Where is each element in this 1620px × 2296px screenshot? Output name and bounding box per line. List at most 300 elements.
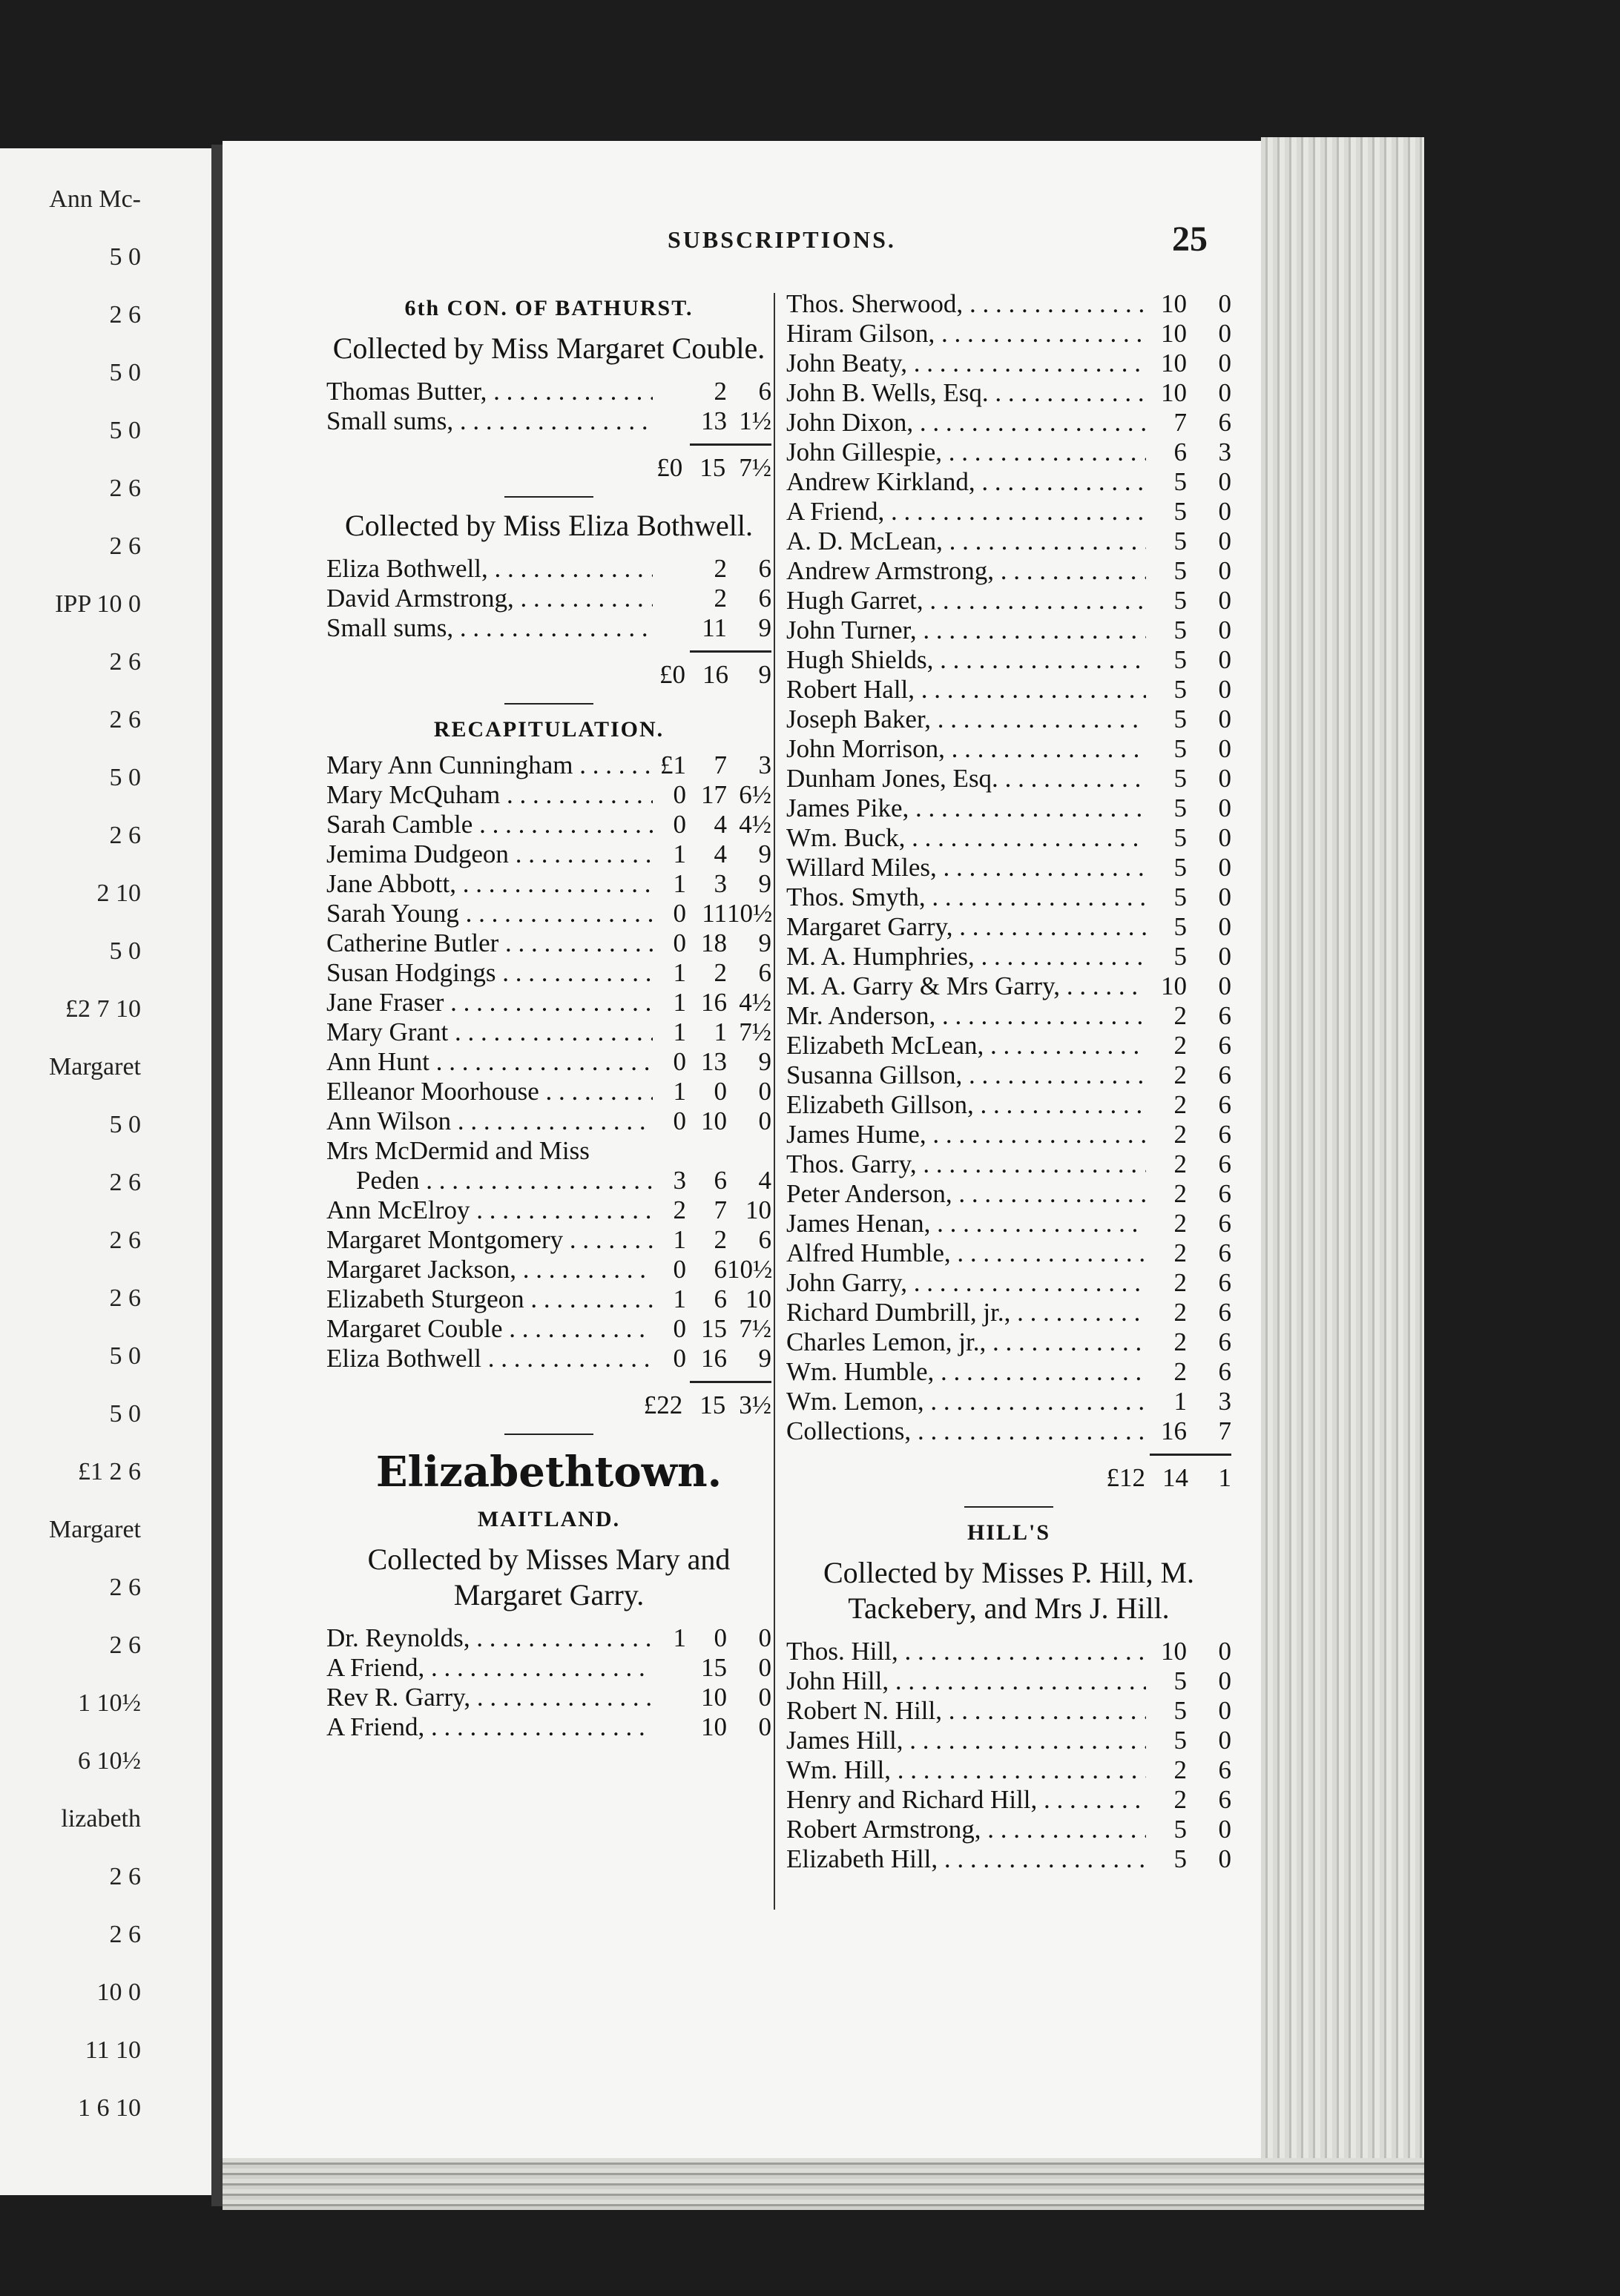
left-page-text: 2 6 — [109, 1863, 141, 1890]
amount-v3: 7½ — [739, 1017, 771, 1046]
amount-v2: 5 — [1173, 497, 1187, 526]
subscriber-name: Ann Wilson . . . — [326, 1106, 653, 1136]
left-page-text: 5 0 — [109, 1342, 141, 1370]
section-total: £12 14 1 — [1106, 1463, 1231, 1492]
list-item — [786, 853, 1231, 883]
amount-v2: 2 — [714, 377, 727, 406]
page-number: 25 — [1172, 220, 1208, 259]
list-item — [326, 1017, 771, 1047]
amount-v3: 0 — [1218, 1726, 1231, 1755]
left-page-text: 11 10 — [85, 2036, 141, 2064]
amount-v2: 5 — [1173, 556, 1187, 585]
amount-v2: 11 — [702, 613, 727, 642]
amount-v3: 6 — [758, 1225, 771, 1254]
section-rule — [504, 1434, 593, 1435]
subscriber-name: Eliza Bothwell, . . . — [326, 554, 653, 584]
amount-v3: 0 — [1218, 675, 1231, 704]
subscriber-name: Robert Hall, . . . — [786, 675, 1146, 705]
left-page-text: 5 0 — [109, 764, 141, 791]
list-item — [786, 645, 1231, 675]
amount-v3: 9 — [758, 1344, 771, 1373]
subscriber-name: Mary McQuham . . . — [326, 780, 653, 810]
amount-v3: 0 — [758, 1712, 771, 1741]
list-item — [326, 1284, 771, 1314]
list-item — [786, 1238, 1231, 1268]
recapitulation-list — [326, 751, 771, 1136]
amount-v3: 0 — [1218, 1666, 1231, 1695]
list-item — [326, 1653, 771, 1683]
subscriber-name: Wm. Hill, . . . — [786, 1755, 1146, 1785]
amount-v2: 5 — [1173, 1815, 1187, 1844]
amount-v2: 5 — [1173, 1726, 1187, 1755]
amount-v2: 10 — [1161, 378, 1187, 407]
amount-v2: 10 — [1161, 971, 1187, 1000]
list-item — [786, 556, 1231, 586]
list-item — [326, 1225, 771, 1255]
list-item — [326, 1623, 771, 1653]
subscriber-name: John Beaty, . . . — [786, 349, 1146, 378]
amount-v1: 0 — [673, 1047, 686, 1076]
amount-v3: 10 — [745, 1195, 771, 1224]
recapitulation-list — [326, 1195, 771, 1373]
subscriber-name: Sarah Camble . . . — [326, 810, 653, 839]
amount-v3: 4½ — [739, 810, 771, 839]
left-page-text: 2 6 — [109, 301, 141, 329]
list-item — [326, 406, 771, 436]
subscriber-name: James Hill, . . . — [786, 1726, 1146, 1755]
list-item — [786, 586, 1231, 616]
list-item — [326, 1106, 771, 1136]
amount-v2: 5 — [1173, 675, 1187, 704]
list-item — [326, 1255, 771, 1284]
amount-v2: 5 — [1173, 734, 1187, 763]
town-heading: Elizabethtown. — [375, 1448, 722, 1497]
amount-v2: 18 — [701, 928, 727, 957]
list-item — [786, 319, 1231, 349]
total-rule — [690, 1381, 771, 1383]
amount-v2: 5 — [1173, 912, 1187, 941]
subscriber-name: Hugh Shields, . . . — [786, 645, 1146, 675]
amount-v1: 0 — [673, 1106, 686, 1135]
list-item — [326, 958, 771, 988]
amount-v2: 6 — [714, 1284, 727, 1313]
amount-v3: 0 — [1218, 942, 1231, 971]
amount-v2: 0 — [714, 1077, 727, 1106]
amount-v3: 6 — [1218, 1357, 1231, 1386]
section-heading: HILL'S — [967, 1520, 1051, 1545]
left-page-text: lizabeth — [61, 1805, 141, 1832]
list-item — [786, 1031, 1231, 1060]
amount-v1: 1 — [673, 1225, 686, 1254]
subscriber-name: Henry and Richard Hill, . . . — [786, 1785, 1146, 1815]
amount-v2: 10 — [701, 1106, 727, 1135]
amount-v2: 7 — [1173, 408, 1187, 437]
subscription-list — [326, 1623, 771, 1742]
amount-v3: 0 — [1218, 378, 1231, 407]
total-rule — [690, 650, 771, 653]
left-page-text: 2 6 — [109, 532, 141, 560]
subscriber-name: Sarah Young . . . — [326, 899, 653, 928]
subscriber-name: Thomas Butter, . . . — [326, 377, 653, 406]
list-item: Mrs McDermid and Miss — [326, 1136, 590, 1165]
amount-v2: 5 — [1173, 764, 1187, 793]
list-item — [786, 289, 1231, 319]
amount-v3: 0 — [1218, 527, 1231, 555]
left-page-text: 1 6 10 — [78, 2094, 141, 2122]
section-total: £0 16 9 — [659, 660, 771, 689]
list-item — [786, 1785, 1231, 1815]
left-page-text: 2 6 — [109, 1921, 141, 1948]
list-item — [326, 810, 771, 839]
amount-v2: 2 — [714, 958, 727, 987]
amount-v1: 0 — [673, 810, 686, 839]
amount-v2: 4 — [714, 810, 727, 839]
amount-v3: 6 — [1218, 1268, 1231, 1297]
amount-v3: 6 — [1218, 1120, 1231, 1149]
amount-v3: 6 — [758, 958, 771, 987]
subscriber-name: Jemima Dudgeon . . . — [326, 839, 653, 869]
amount-v2: 5 — [1173, 1666, 1187, 1695]
amount-v2: 7 — [714, 751, 727, 779]
list-item — [326, 751, 771, 780]
amount-v2: 5 — [1173, 467, 1187, 496]
list-item — [786, 1844, 1231, 1874]
amount-v3: 6 — [1218, 1298, 1231, 1327]
subscriber-name: Wm. Lemon, . . . — [786, 1387, 1146, 1416]
list-item — [326, 780, 771, 810]
subscriber-name: Eliza Bothwell . . . — [326, 1344, 653, 1373]
amount-v2: 4 — [714, 839, 727, 868]
amount-v3: 0 — [1218, 823, 1231, 852]
amount-v1: 2 — [673, 1195, 686, 1224]
amount-v2: 5 — [1173, 942, 1187, 971]
subscriber-name: Joseph Baker, . . . — [786, 705, 1146, 734]
left-page-text: 5 0 — [109, 1400, 141, 1428]
amount-v2: 2 — [1173, 1755, 1187, 1784]
section-rule — [504, 496, 593, 498]
subscriber-name: Elizabeth Hill, . . . — [786, 1844, 1146, 1874]
amount-v3: 6 — [1218, 1755, 1231, 1784]
section-total: £0 15 7½ — [656, 453, 771, 482]
collected-by: Collected by Miss Margaret Couble. — [332, 331, 765, 365]
amount-v3: 9 — [758, 613, 771, 642]
list-item — [326, 377, 771, 406]
list-item — [326, 899, 771, 928]
amount-v2: 1 — [714, 1017, 727, 1046]
list-item — [786, 734, 1231, 764]
left-page-text: 2 6 — [109, 1284, 141, 1312]
subscriber-name: James Henan, . . . — [786, 1209, 1146, 1238]
left-page-text: 5 0 — [109, 417, 141, 444]
amount-v2: 10 — [701, 1712, 727, 1741]
list-item — [326, 1314, 771, 1344]
amount-v1: 0 — [673, 780, 686, 809]
left-page-text: Ann Mc- — [49, 185, 141, 213]
left-page-text: £2 7 10 — [65, 995, 141, 1023]
amount-v3: 6½ — [739, 780, 771, 809]
subscriber-name: John Dixon, . . . — [786, 408, 1146, 438]
amount-v2: 16 — [1161, 1416, 1187, 1445]
amount-v3: 0 — [1218, 764, 1231, 793]
amount-v1: 0 — [673, 1344, 686, 1373]
amount-v3: 6 — [1218, 1060, 1231, 1089]
list-item — [786, 349, 1231, 378]
left-page-text: Margaret — [49, 1516, 141, 1543]
subscriber-name: John B. Wells, Esq. . . . — [786, 378, 1146, 408]
left-page-text: 10 0 — [96, 1979, 141, 2006]
left-page-text: 5 0 — [109, 243, 141, 271]
amount-v3: 0 — [758, 1106, 771, 1135]
left-page-text: 2 10 — [96, 880, 141, 907]
subscriber-name: Small sums, . . . — [326, 406, 653, 436]
amount-v3: 6 — [758, 554, 771, 583]
amount-v2: 10 — [1161, 349, 1187, 377]
subscriber-name: Mary Ann Cunningham . . . — [326, 751, 653, 780]
amount-v2: 2 — [1173, 1268, 1187, 1297]
amount-v2: 2 — [1173, 1120, 1187, 1149]
amount-v2: 2 — [1173, 1327, 1187, 1356]
left-page-text: 2 6 — [109, 822, 141, 849]
amount-v3: 6 — [1218, 408, 1231, 437]
amount-v3: 0 — [758, 1683, 771, 1712]
list-item — [786, 675, 1231, 705]
section-rule — [964, 1506, 1053, 1508]
amount-v1: 1 — [673, 869, 686, 898]
amount-v3: 6 — [758, 377, 771, 406]
list-item — [326, 1077, 771, 1106]
list-item — [326, 1712, 771, 1742]
subscriber-name: Ann McElroy . . . — [326, 1195, 653, 1225]
amount-v2: 2 — [1173, 1238, 1187, 1267]
left-page-text: £1 2 6 — [78, 1458, 141, 1485]
amount-v2: 3 — [714, 869, 727, 898]
list-item — [786, 1666, 1231, 1696]
subscriber-name: John Turner, . . . — [786, 616, 1146, 645]
amount-v3: 0 — [1218, 971, 1231, 1000]
amount-v2: 5 — [1173, 1696, 1187, 1725]
amount-v3: 9 — [758, 839, 771, 868]
left-page-text: 1 10½ — [78, 1689, 141, 1717]
subscriber-name: M. A. Garry & Mrs Garry, . . . — [786, 971, 1146, 1001]
list-item — [786, 1815, 1231, 1844]
amount-v2: 13 — [701, 406, 727, 435]
subscriber-name: A Friend, . . . — [326, 1712, 653, 1742]
list-item — [786, 1298, 1231, 1327]
subscriber-name: Margaret Montgomery . . . — [326, 1225, 653, 1255]
recapitulation-total: £22 15 3½ — [643, 1391, 771, 1419]
subscriber-name: A Friend, . . . — [326, 1653, 653, 1683]
list-item — [786, 1001, 1231, 1031]
amount-v3: 6 — [1218, 1031, 1231, 1060]
amount-v2: 10 — [1161, 319, 1187, 348]
column-right — [786, 289, 1231, 1874]
left-page-text: IPP 10 0 — [55, 590, 141, 618]
amount-v3: 0 — [758, 1077, 771, 1106]
amount-v3: 9 — [758, 928, 771, 957]
amount-v2: 0 — [714, 1623, 727, 1652]
page-edges — [1261, 137, 1424, 2184]
amount-v2: 5 — [1173, 823, 1187, 852]
subscriber-name: Alfred Humble, . . . — [786, 1238, 1146, 1268]
subscriber-name: Hiram Gilson, . . . — [786, 319, 1146, 349]
column-left — [326, 289, 771, 1742]
subscriber-name: John Gillespie, . . . — [786, 438, 1146, 467]
list-item — [786, 1637, 1231, 1666]
list-item — [326, 1683, 771, 1712]
amount-v3: 6 — [1218, 1001, 1231, 1030]
subscriber-name: Thos. Garry, . . . — [786, 1149, 1146, 1179]
left-page-text: 2 6 — [109, 1632, 141, 1659]
section-heading: 6th CON. OF BATHURST. — [404, 296, 694, 320]
amount-v3: 0 — [1218, 467, 1231, 496]
list-item — [786, 1387, 1231, 1416]
amount-v3: 0 — [1218, 705, 1231, 733]
amount-v2: 2 — [714, 584, 727, 613]
subscriber-name: Catherine Butler . . . — [326, 928, 653, 958]
subscription-list — [786, 289, 1231, 1446]
list-item — [786, 1209, 1231, 1238]
amount-v3: 9 — [758, 869, 771, 898]
list-item — [326, 1047, 771, 1077]
running-head: SUBSCRIPTIONS. — [668, 226, 896, 253]
list-item — [786, 1755, 1231, 1785]
total-rule — [690, 443, 771, 446]
left-page-text: 5 0 — [109, 1111, 141, 1138]
amount-v2: 2 — [714, 1225, 727, 1254]
amount-v2: 6 — [714, 1255, 727, 1284]
amount-v2: 2 — [1173, 1149, 1187, 1178]
amount-v2: 16 — [701, 988, 727, 1017]
subscriber-name: Susanna Gillson, . . . — [786, 1060, 1146, 1090]
list-item — [786, 942, 1231, 971]
collected-by: Collected by Miss Eliza Bothwell. — [345, 509, 753, 542]
amount-v3: 0 — [1218, 794, 1231, 822]
list-item — [786, 527, 1231, 556]
subscriber-name: Robert Armstrong, . . . — [786, 1815, 1146, 1844]
amount-v3: 10½ — [727, 1255, 773, 1284]
amount-v2: 2 — [1173, 1785, 1187, 1814]
subscriber-name: Small sums, . . . — [326, 613, 653, 643]
list-item — [786, 1268, 1231, 1298]
amount-v2: 2 — [1173, 1090, 1187, 1119]
left-page-text: 2 6 — [109, 475, 141, 502]
left-page-text: 2 6 — [109, 1227, 141, 1254]
subscriber-name: Andrew Kirkland, . . . — [786, 467, 1146, 497]
amount-v3: 3 — [1218, 438, 1231, 466]
amount-v2: 5 — [1173, 853, 1187, 882]
subscriber-name: Elizabeth McLean, . . . — [786, 1031, 1146, 1060]
amount-v3: 6 — [1218, 1090, 1231, 1119]
list-item — [786, 1696, 1231, 1726]
subscriber-name: Elizabeth Sturgeon . . . — [326, 1284, 653, 1314]
amount-v3: 0 — [1218, 556, 1231, 585]
amount-v3: 6 — [1218, 1238, 1231, 1267]
left-page-text: 5 0 — [109, 359, 141, 386]
list-item — [786, 497, 1231, 527]
list-item — [786, 912, 1231, 942]
list-item — [326, 988, 771, 1017]
collected-by: Collected by Misses Mary and Margaret Garry. — [367, 1543, 731, 1612]
list-item — [786, 705, 1231, 734]
subscriber-name: Margaret Couble . . . — [326, 1314, 653, 1344]
amount-v1: 1 — [673, 1077, 686, 1106]
amount-v2: 2 — [1173, 1357, 1187, 1386]
list-item — [786, 1060, 1231, 1090]
amount-v3: 6 — [758, 584, 771, 613]
amount-v1: 1 — [673, 1284, 686, 1313]
amount-v3: 6 — [1218, 1149, 1231, 1178]
amount-v3: 4½ — [739, 988, 771, 1017]
subscriber-name: Hugh Garret, . . . — [786, 586, 1146, 616]
subscriber-name: John Hill, . . . — [786, 1666, 1146, 1696]
amount-v2: 10 — [701, 1683, 727, 1712]
subscriber-name: Collections, . . . — [786, 1416, 1146, 1446]
amount-v2: 5 — [1173, 794, 1187, 822]
amount-v2: 2 — [1173, 1209, 1187, 1238]
amount-v3: 7½ — [739, 1314, 771, 1343]
amount-v3: 0 — [1218, 349, 1231, 377]
left-page-text: 2 6 — [109, 648, 141, 676]
amount-v3: 0 — [1218, 883, 1231, 911]
amount-v2: 10 — [1161, 1637, 1187, 1666]
amount-v2: 6 — [1173, 438, 1187, 466]
amount-v2: 5 — [1173, 616, 1187, 644]
subscription-list — [786, 1637, 1231, 1874]
amount-v2: 10 — [1161, 289, 1187, 318]
amount-v2: 15 — [701, 1314, 727, 1343]
list-item — [786, 1149, 1231, 1179]
amount-v3: 0 — [1218, 853, 1231, 882]
amount-v3: 3 — [758, 751, 771, 779]
amount-v1: 0 — [673, 1255, 686, 1284]
amount-v3: 0 — [758, 1653, 771, 1682]
list-item — [786, 764, 1231, 794]
amount-v3: 0 — [1218, 1815, 1231, 1844]
amount-v1: 1 — [673, 1623, 686, 1652]
amount-v2: 2 — [1173, 1031, 1187, 1060]
subscriber-name: Thos. Sherwood, . . . — [786, 289, 1146, 319]
amount-v3: 0 — [1218, 1844, 1231, 1873]
subscriber-name: Jane Abbott, . . . — [326, 869, 653, 899]
amount-v3: 10½ — [727, 899, 773, 928]
subscriber-name: Ann Hunt . . . — [326, 1047, 653, 1077]
left-page-text: 2 6 — [109, 706, 141, 733]
left-page-text: 2 6 — [109, 1574, 141, 1601]
amount-v1: £1 — [660, 751, 686, 779]
list-item — [786, 378, 1231, 408]
list-item — [786, 1327, 1231, 1357]
subscriber-name: Richard Dumbrill, jr., . . . — [786, 1298, 1146, 1327]
list-item — [786, 438, 1231, 467]
list-item — [786, 1726, 1231, 1755]
amount-v2: 5 — [1173, 705, 1187, 733]
amount-v3: 0 — [1218, 319, 1231, 348]
amount-v3: 0 — [1218, 497, 1231, 526]
list-item — [786, 971, 1231, 1001]
list-item — [326, 1344, 771, 1373]
amount-v3: 3 — [1218, 1387, 1231, 1416]
amount-v3: 10 — [745, 1284, 771, 1313]
amount-v2: 5 — [1173, 883, 1187, 911]
list-item — [786, 1090, 1231, 1120]
list-item: Peden . . . 3 6 4 — [326, 1166, 771, 1195]
amount-v1: 1 — [673, 988, 686, 1017]
subscriber-name: Margaret Jackson, . . . — [326, 1255, 653, 1284]
amount-v3: 1½ — [739, 406, 771, 435]
subscriber-name: Willard Miles, . . . — [786, 853, 1146, 883]
subscriber-name: Charles Lemon, jr., . . . — [786, 1327, 1146, 1357]
subscriber-name: Peter Anderson, . . . — [786, 1179, 1146, 1209]
